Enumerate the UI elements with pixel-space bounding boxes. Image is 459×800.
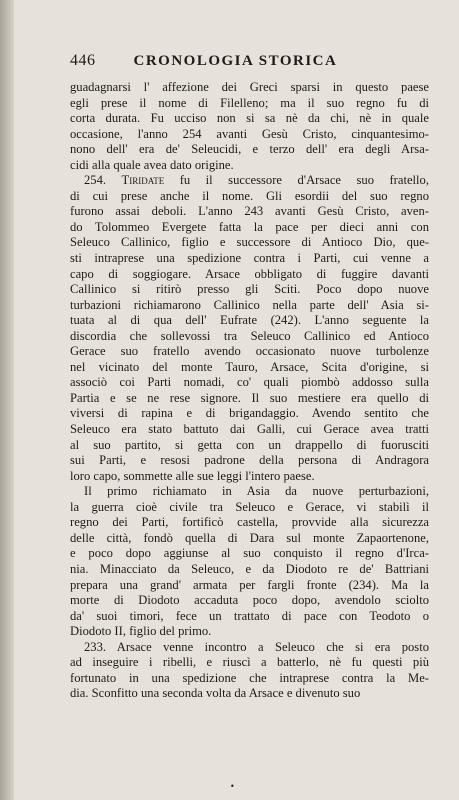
text-line: egli prese il nome di Filelleno; ma il suo regno fu di <box>70 95 429 110</box>
text-line-smallcaps: Tiridate <box>121 173 165 188</box>
text-line: nono dell' era de' Seleucidi, e terzo dell' era degli Arsa- <box>70 142 429 157</box>
page-header <box>70 52 429 70</box>
text-line: nia. Minacciato da Seleuco, e da Diodoto re de' Battriani <box>70 561 429 576</box>
text-line: regno dei Parti, fortificò castella, provvide alla sicurezza <box>70 515 429 530</box>
text-line: viversi di rapina e di brigandaggio. Avendo sentito che <box>70 406 429 421</box>
text-line: turbazioni richiamarono Callinico nella parte dell' Asia si- <box>70 297 429 312</box>
text-line: al suo partito, si getta con un drappello di fuorusciti <box>70 437 429 452</box>
text-line: nel vicinato del monte Tauro, Arsace, Scita d'origine, si <box>70 359 429 374</box>
text-line: sti intraprese una spedizione contra i Parti, cui venne a <box>70 251 429 266</box>
text-line: guadagnarsi l' affezione dei Greci sparsi in questo paese <box>70 80 429 94</box>
text-line: dia. Sconfitto una seconda volta da Arsace e divenuto suo <box>70 686 361 701</box>
text-line: Gerace suo fratello avendo occasionato nuove turbolenze <box>70 344 429 359</box>
text-line: da' suoi timori, fece un trattato di pace con Teodoto o <box>70 608 429 623</box>
text-line: associò coi Parti nomadi, co' quali piombò addosso sulla <box>70 375 429 390</box>
page-gutter-shadow <box>0 0 14 800</box>
text-line: cidi alla quale avea dato origine. <box>70 157 234 172</box>
text-line-rest: fu il successore d'Arsace suo fratello, <box>164 173 429 188</box>
text-line: loro capo, sommette alle sue leggi l'intero paese. <box>70 468 315 483</box>
text-line: Seleuco era stato battuto dai Galli, cui Gerace avea tratti <box>70 422 429 437</box>
text-line: Il primo richiamato in Asia da nuove perturbazioni, <box>84 484 429 499</box>
text-line: e poco dopo aggiunse al suo conquisto il regno d'Irca- <box>70 546 429 561</box>
footer-mark: • <box>230 782 235 791</box>
text-line: corta durata. Fu ucciso non si sa nè da chi, nè in quale <box>70 111 429 126</box>
text-line: discordia che sollevossi tra Seleuco Callinico ed Antioco <box>70 328 429 343</box>
running-title: CRONOLOGIA STORICA <box>133 53 338 69</box>
text-line: Partia e se ne rese signore. Il suo mestiere era quello di <box>70 390 429 405</box>
text-line: Seleuco Callinico, figlio e successore di Antioco Dio, que- <box>70 235 429 250</box>
text-line: sui Parti, e resosi padrone della persona di Andragora <box>70 453 429 468</box>
text-line-prefix: 254. <box>84 173 122 188</box>
text-line: occasione, l'anno 254 avanti Gesù Cristo, cinquantesimo- <box>70 126 429 141</box>
text-line: Callinico si ritirò presso gli Sciti. Poco dopo nuove <box>70 282 429 297</box>
text-line: furono assai deboli. L'anno 243 avanti Gesù Cristo, aven- <box>70 204 429 219</box>
text-line: delle città, fondò quella di Dara sul monte Zapaortenone, <box>70 530 429 545</box>
text-line: 233. Arsace venne incontro a Seleuco che si era posto <box>84 639 429 654</box>
text-line: la guerra cioè civile tra Seleuco e Gerace, vi stabilì il <box>70 499 429 514</box>
text-line: morte di Diodoto accaduta poco dopo, avendolo sciolto <box>70 593 429 608</box>
text-line: do Tolommeo Evergete fatta la pace per dieci anni con <box>70 219 429 234</box>
text-line: di cui prese anche il nome. Gli esordii del suo regno <box>70 188 429 203</box>
page-number: 446 <box>70 52 96 69</box>
text-line: fortunato in una spedizione che intraprese contra la Me- <box>70 670 429 685</box>
text-line: capo di soggiogare. Arsace obbligato di fuggire davanti <box>70 266 429 281</box>
text-line: ad inseguire i ribelli, e riuscì a batterlo, nè fu questi più <box>70 655 429 670</box>
text-line: Diodoto II, figlio del primo. <box>70 624 212 639</box>
text-line: tuata al di qua dell' Eufrate (242). L'anno seguente la <box>70 313 429 328</box>
text-line: prepara una grand' armata per fargli fronte (234). Ma la <box>70 577 429 592</box>
body-text <box>70 80 429 702</box>
text-line <box>70 173 429 189</box>
